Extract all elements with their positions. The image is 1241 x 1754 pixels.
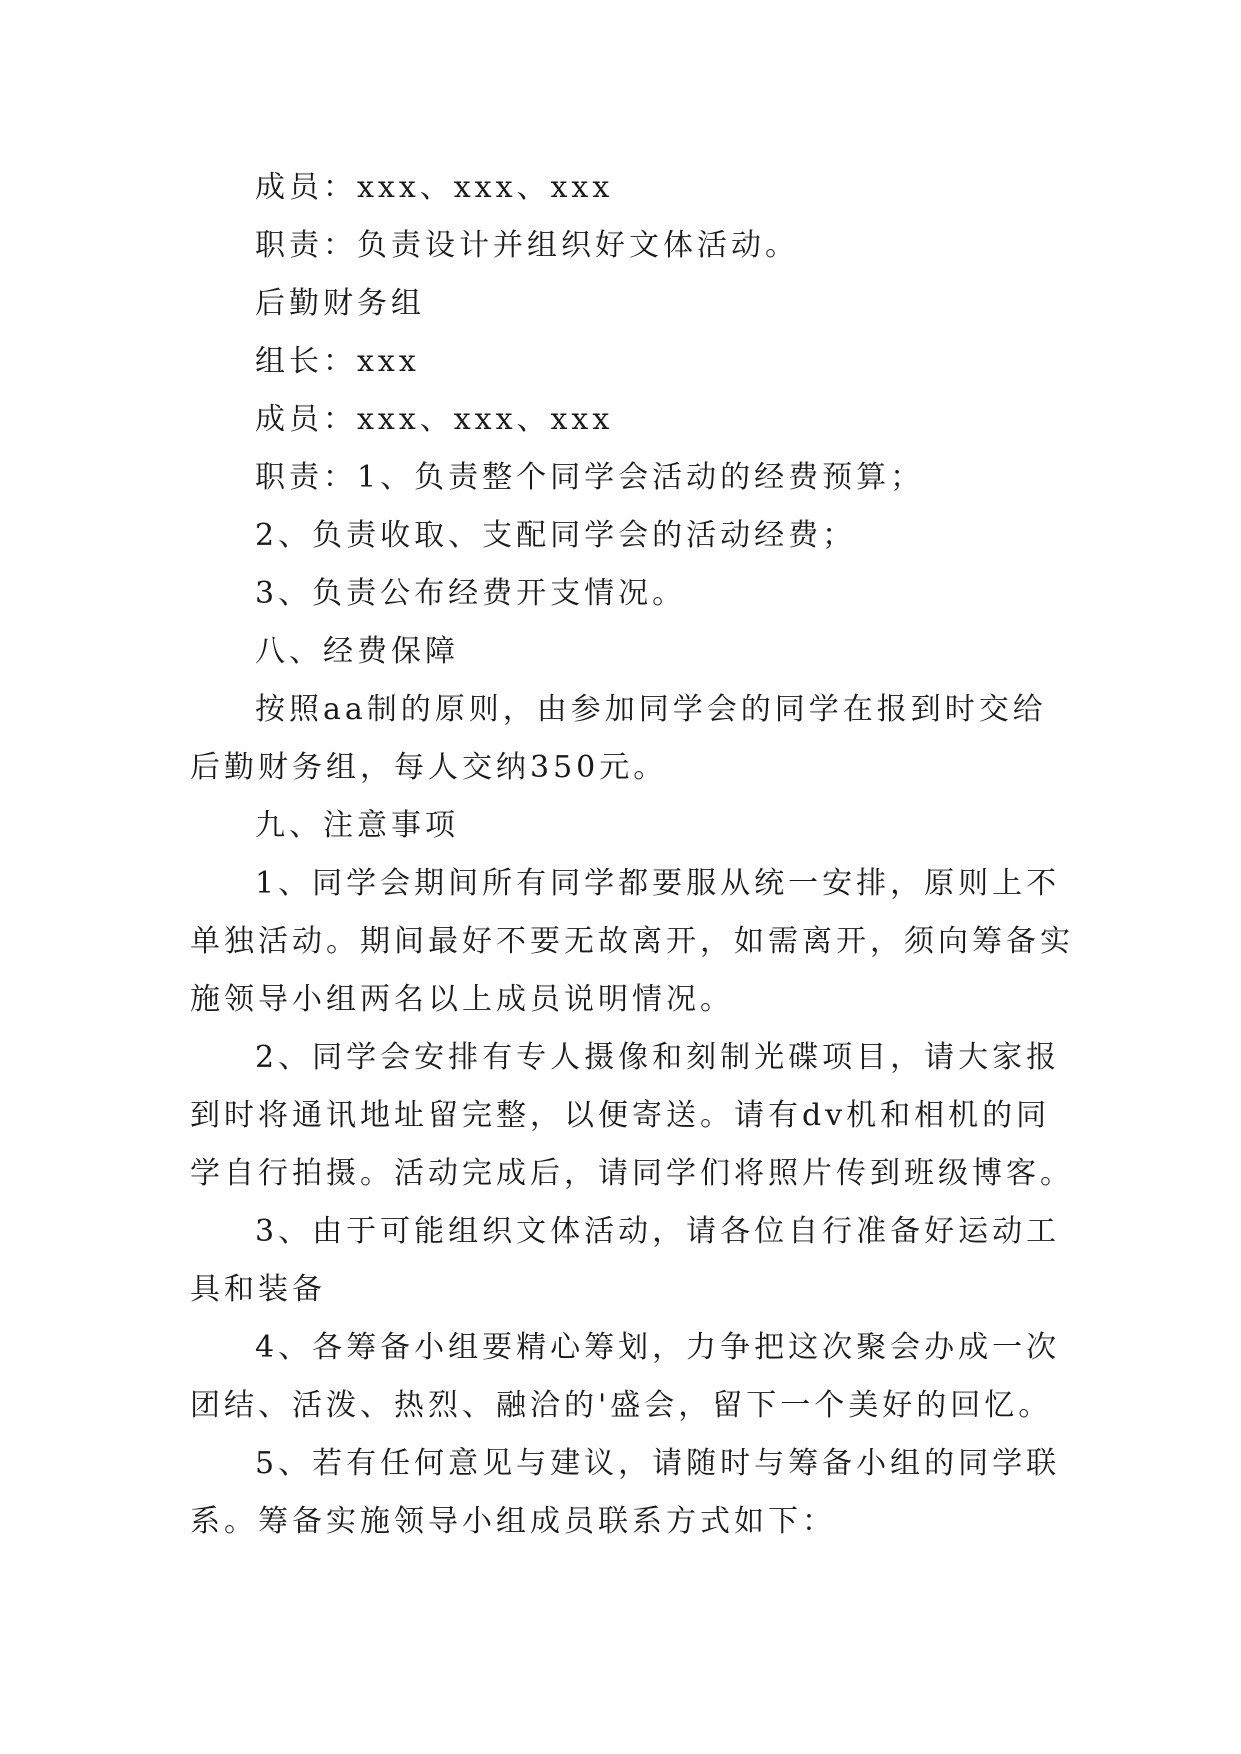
- logistics-finance-heading: 后勤财务组: [255, 286, 425, 321]
- note-4-line-2: 团结、活泼、热烈、融洽的'盛会，留下一个美好的回忆。: [190, 1388, 1053, 1423]
- funding-paragraph-line-1: 按照aa制的原则，由参加同学会的同学在报到时交给: [255, 692, 1047, 727]
- note-5-line-1: 5、若有任何意见与建议，请随时与筹备小组的同学联: [255, 1446, 1061, 1481]
- duty-line-1: 职责：负责设计并组织好文体活动。: [255, 228, 799, 263]
- note-2-line-3: 学自行拍摄。活动完成后，请同学们将照片传到班级博客。: [190, 1156, 1074, 1191]
- duty-line-2: 职责：1、负责整个同学会活动的经费预算；: [255, 460, 925, 495]
- members-line-2: 成员：xxx、xxx、xxx: [255, 402, 614, 437]
- note-3-line-2: 具和装备: [190, 1272, 326, 1307]
- leader-line: 组长：xxx: [255, 344, 420, 379]
- section-8-heading: 八、经费保障: [255, 634, 459, 669]
- note-3-line-1: 3、由于可能组织文体活动，请各位自行准备好运动工: [255, 1214, 1061, 1249]
- note-2-line-1: 2、同学会安排有专人摄像和刻制光碟项目，请大家报: [255, 1040, 1061, 1075]
- duty-item-2: 2、负责收取、支配同学会的活动经费；: [255, 518, 857, 553]
- funding-paragraph-line-2: 后勤财务组，每人交纳350元。: [190, 750, 668, 785]
- section-9-heading: 九、注意事项: [255, 808, 459, 843]
- note-1-line-2: 单独活动。期间最好不要无故离开，如需离开，须向筹备实: [190, 924, 1074, 959]
- duty-item-3: 3、负责公布经费开支情况。: [255, 576, 687, 611]
- note-4-line-1: 4、各筹备小组要精心筹划，力争把这次聚会办成一次: [255, 1330, 1061, 1365]
- note-5-line-2: 系。筹备实施领导小组成员联系方式如下：: [190, 1504, 836, 1539]
- note-1-line-3: 施领导小组两名以上成员说明情况。: [190, 982, 734, 1017]
- members-line-1: 成员：xxx、xxx、xxx: [255, 170, 614, 205]
- note-2-line-2: 到时将通讯地址留完整，以便寄送。请有dv机和相机的同: [190, 1098, 1051, 1133]
- note-1-line-1: 1、同学会期间所有同学都要服从统一安排，原则上不: [255, 866, 1061, 901]
